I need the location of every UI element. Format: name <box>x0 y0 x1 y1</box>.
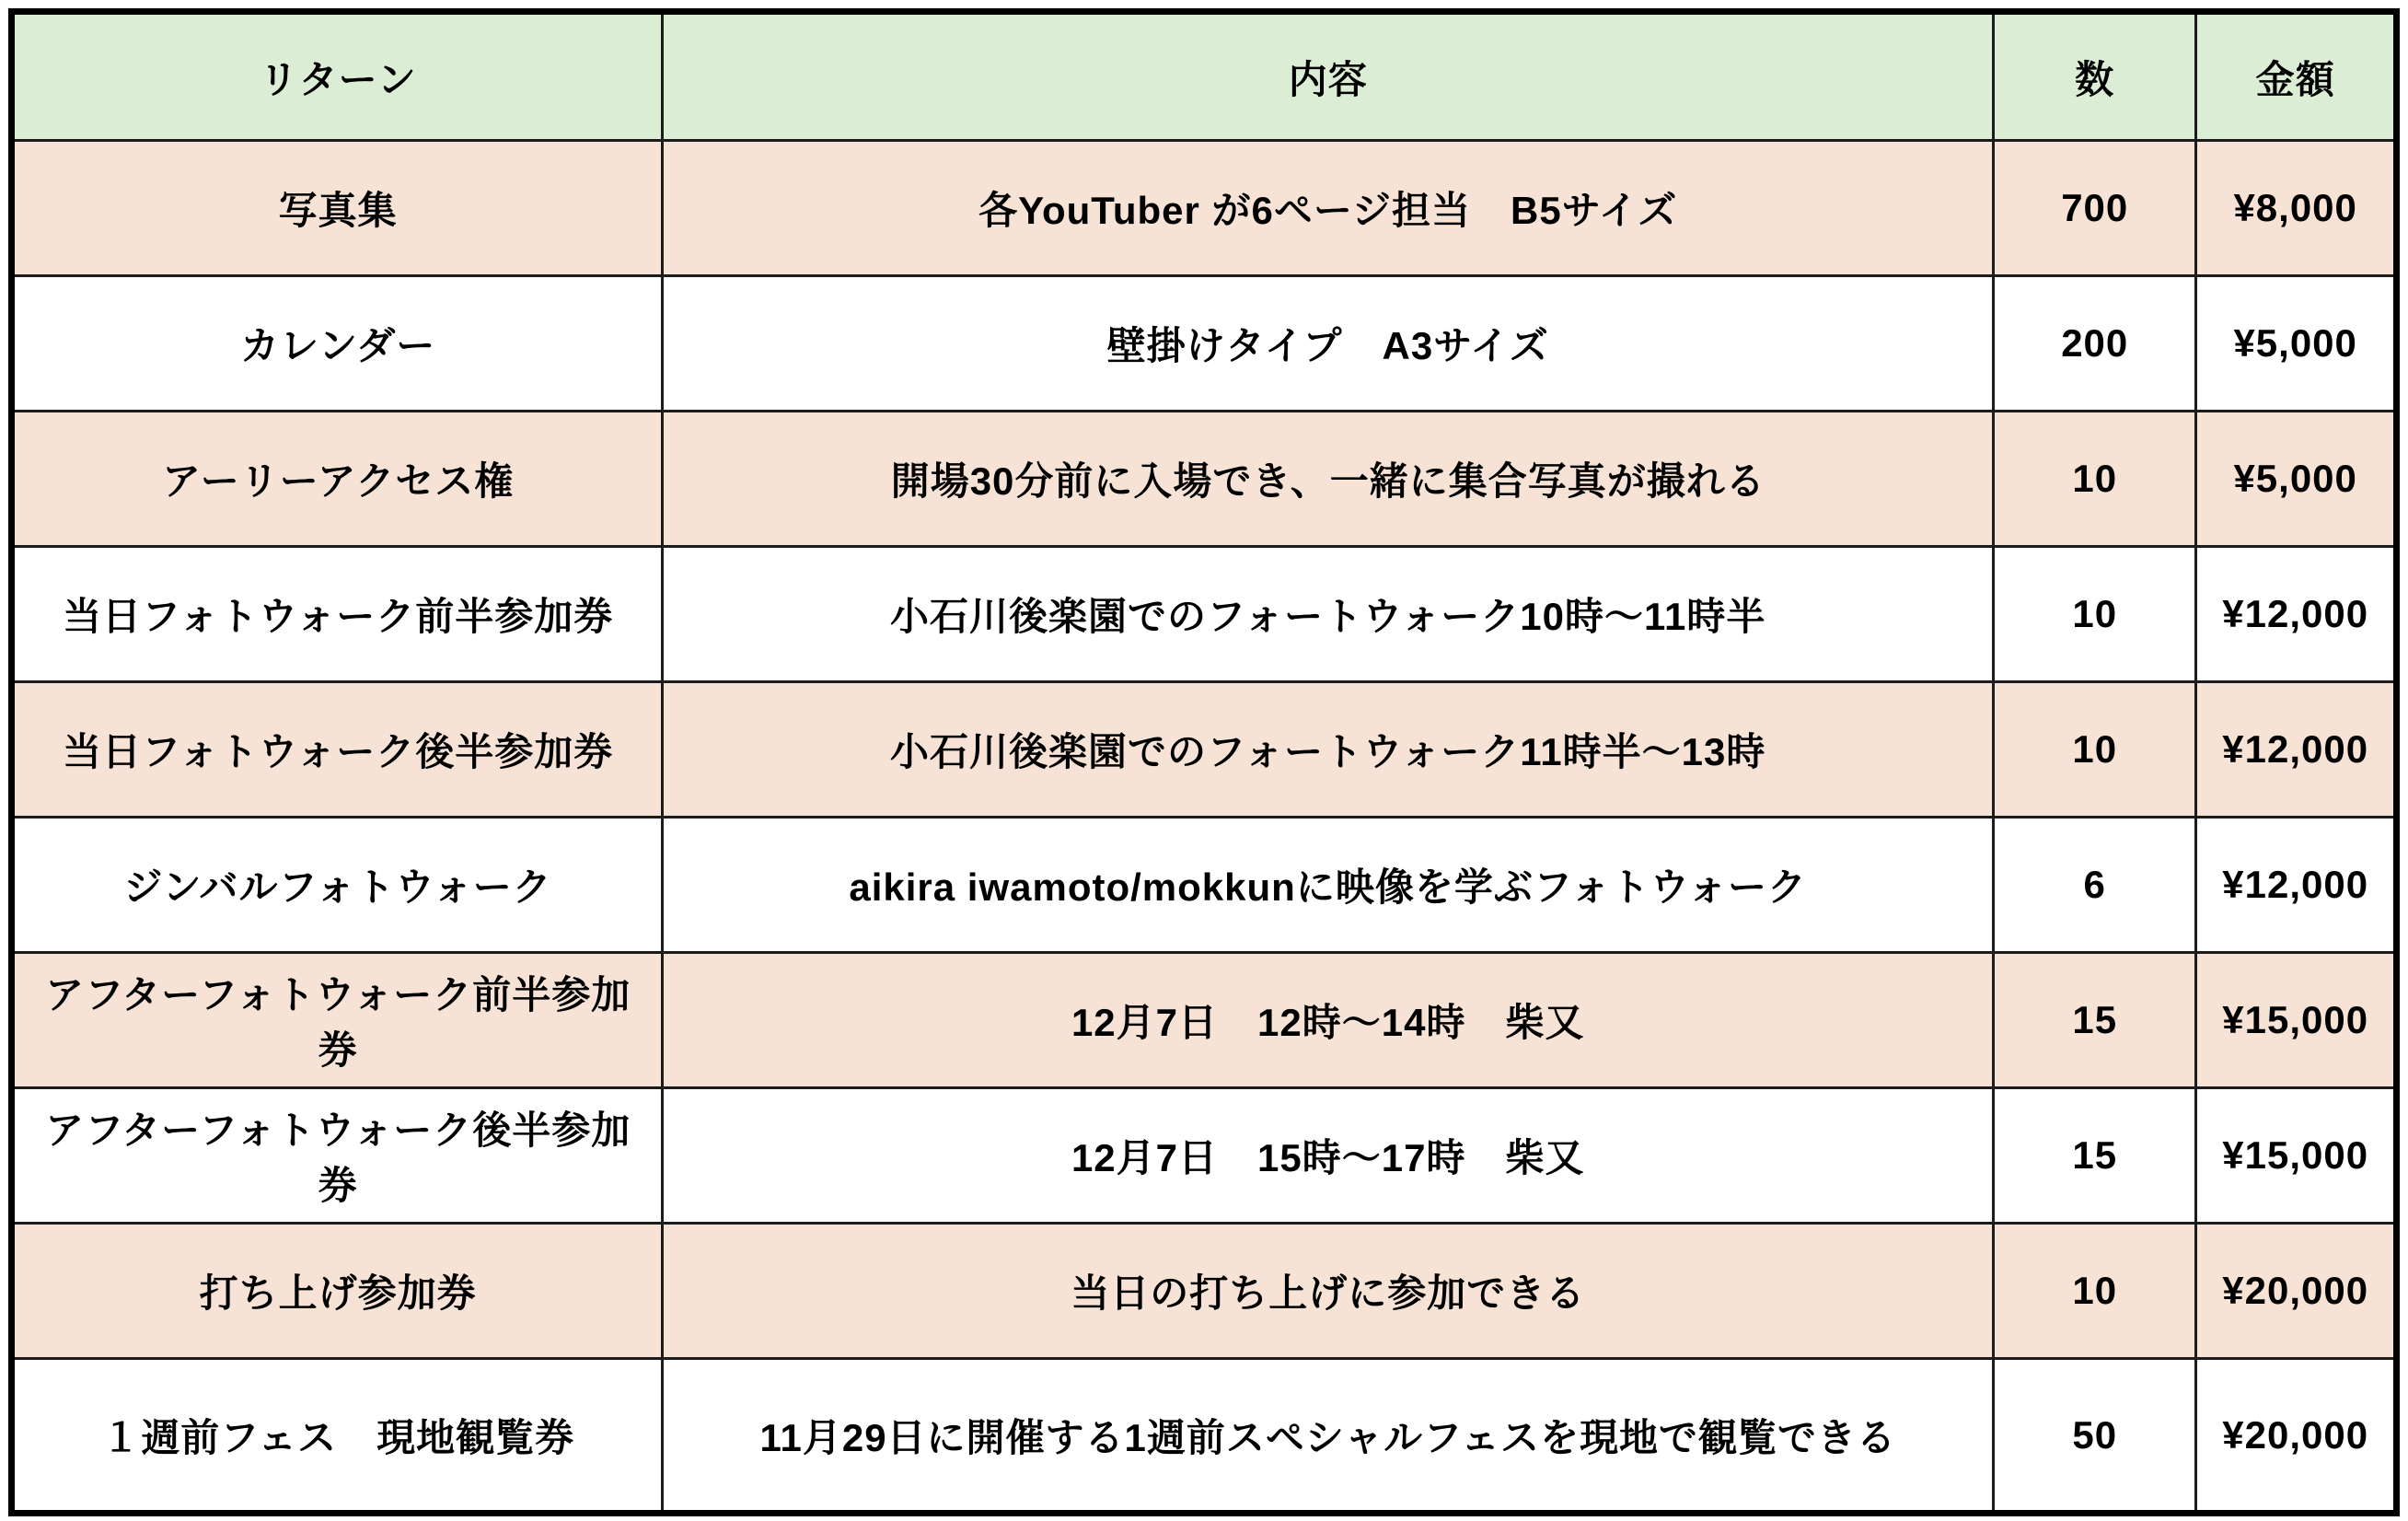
count-cell: 6 <box>1994 818 2196 953</box>
table-row <box>12 141 2397 276</box>
column-header-content: 内容 <box>663 12 1994 141</box>
reward-cell: アフターフォトウォーク後半参加券 <box>12 1088 663 1224</box>
rewards-table-container <box>8 8 2400 1513</box>
table-row <box>12 276 2397 412</box>
table-row <box>12 1359 2397 1514</box>
table-row <box>12 818 2397 953</box>
content-cell: aikira iwamoto/mokkunに映像を学ぶフォトウォーク <box>663 818 1994 953</box>
content-cell: 小石川後楽園でのフォートウォーク10時〜11時半 <box>663 547 1994 682</box>
table-row <box>12 1224 2397 1359</box>
reward-cell: ジンバルフォトウォーク <box>12 818 663 953</box>
column-header-price: 金額 <box>2196 12 2397 141</box>
reward-cell: 当日フォトウォーク前半参加券 <box>12 547 663 682</box>
content-cell: 12月7日 15時〜17時 柴又 <box>663 1088 1994 1224</box>
price-cell: ¥20,000 <box>2196 1359 2397 1514</box>
reward-cell: カレンダー <box>12 276 663 412</box>
content-cell: 各YouTuber が6ページ担当 B5サイズ <box>663 141 1994 276</box>
reward-cell: アフターフォトウォーク前半参加券 <box>12 953 663 1088</box>
count-cell: 50 <box>1994 1359 2196 1514</box>
count-cell: 10 <box>1994 682 2196 818</box>
table-row <box>12 1088 2397 1224</box>
table-row <box>12 682 2397 818</box>
price-cell: ¥12,000 <box>2196 818 2397 953</box>
reward-cell: 打ち上げ参加券 <box>12 1224 663 1359</box>
content-cell: 壁掛けタイプ A3サイズ <box>663 276 1994 412</box>
count-cell: 15 <box>1994 1088 2196 1224</box>
table-row <box>12 412 2397 547</box>
count-cell: 10 <box>1994 547 2196 682</box>
price-cell: ¥12,000 <box>2196 682 2397 818</box>
content-cell: 11月29日に開催する1週前スペシャルフェスを現地で観覧できる <box>663 1359 1994 1514</box>
column-header-reward: リターン <box>12 12 663 141</box>
price-cell: ¥12,000 <box>2196 547 2397 682</box>
reward-cell: 当日フォトウォーク後半参加券 <box>12 682 663 818</box>
table-row <box>12 953 2397 1088</box>
price-cell: ¥15,000 <box>2196 1088 2397 1224</box>
content-cell: 当日の打ち上げに参加できる <box>663 1224 1994 1359</box>
price-cell: ¥15,000 <box>2196 953 2397 1088</box>
price-cell: ¥5,000 <box>2196 412 2397 547</box>
column-header-count: 数 <box>1994 12 2196 141</box>
table-row <box>12 547 2397 682</box>
count-cell: 700 <box>1994 141 2196 276</box>
content-cell: 開場30分前に入場でき、一緒に集合写真が撮れる <box>663 412 1994 547</box>
price-cell: ¥5,000 <box>2196 276 2397 412</box>
reward-cell: アーリーアクセス権 <box>12 412 663 547</box>
price-cell: ¥8,000 <box>2196 141 2397 276</box>
reward-cell: 写真集 <box>12 141 663 276</box>
table-body <box>12 141 2397 1514</box>
content-cell: 小石川後楽園でのフォートウォーク11時半〜13時 <box>663 682 1994 818</box>
count-cell: 15 <box>1994 953 2196 1088</box>
count-cell: 200 <box>1994 276 2196 412</box>
reward-cell: １週前フェス 現地観覧券 <box>12 1359 663 1514</box>
rewards-table <box>8 8 2400 1516</box>
count-cell: 10 <box>1994 1224 2196 1359</box>
content-cell: 12月7日 12時〜14時 柴又 <box>663 953 1994 1088</box>
table-header <box>12 12 2397 141</box>
header-row <box>12 12 2397 141</box>
price-cell: ¥20,000 <box>2196 1224 2397 1359</box>
count-cell: 10 <box>1994 412 2196 547</box>
